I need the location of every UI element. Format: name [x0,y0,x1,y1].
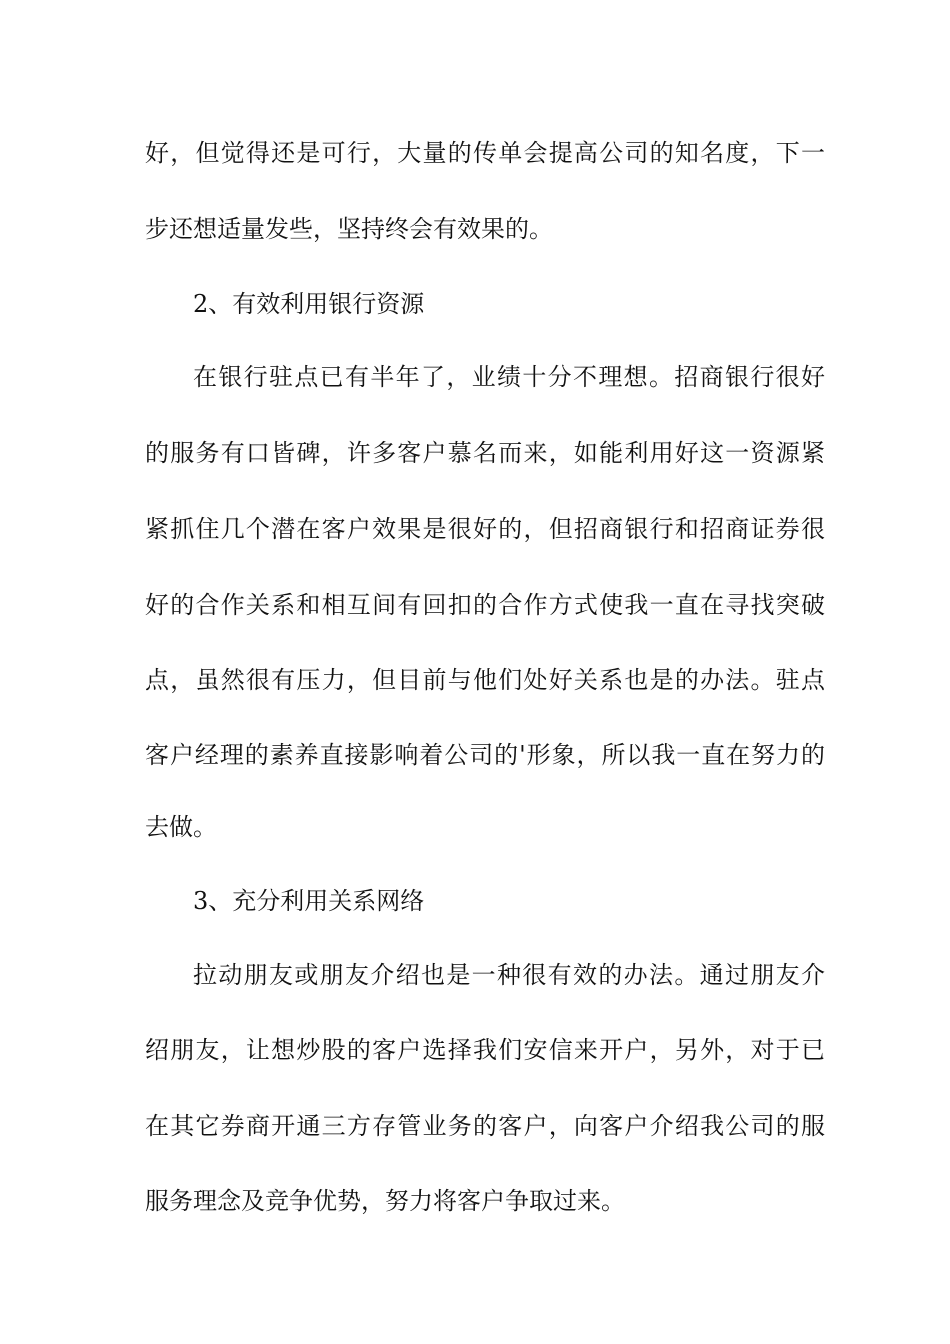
paragraph-line: 好的合作关系和相互间有回扣的合作方式使我一直在寻找突破 [145,591,825,619]
paragraph-line: 紧抓住几个潜在客户效果是很好的，但招商银行和招商证券很 [145,515,825,543]
paragraph-line: 客户经理的素养直接影响着公司的'形象，所以我一直在努力的 [145,741,825,769]
section-heading: 2、有效利用银行资源 [193,290,425,318]
paragraph-line: 服务理念及竞争优势，努力将客户争取过来。 [145,1187,625,1215]
paragraph-line: 步还想适量发些，坚持终会有效果的。 [145,215,553,243]
paragraph-line: 绍朋友，让想炒股的客户选择我们安信来开户，另外，对于已 [145,1036,825,1064]
paragraph-line: 在其它券商开通三方存管业务的客户，向客户介绍我公司的服 [145,1112,825,1140]
paragraph-line: 好，但觉得还是可行，大量的传单会提高公司的知名度，下一 [145,139,825,167]
paragraph-line: 在银行驻点已有半年了，业绩十分不理想。招商银行很好 [193,363,825,391]
paragraph-line: 的服务有口皆碑，许多客户慕名而来，如能利用好这一资源紧 [145,439,825,467]
paragraph-line: 去做。 [145,813,217,841]
paragraph-line: 点，虽然很有压力，但目前与他们处好关系也是的办法。驻点 [145,666,825,694]
paragraph-line: 拉动朋友或朋友介绍也是一种很有效的办法。通过朋友介 [193,961,825,989]
section-heading: 3、充分利用关系网络 [193,887,425,915]
